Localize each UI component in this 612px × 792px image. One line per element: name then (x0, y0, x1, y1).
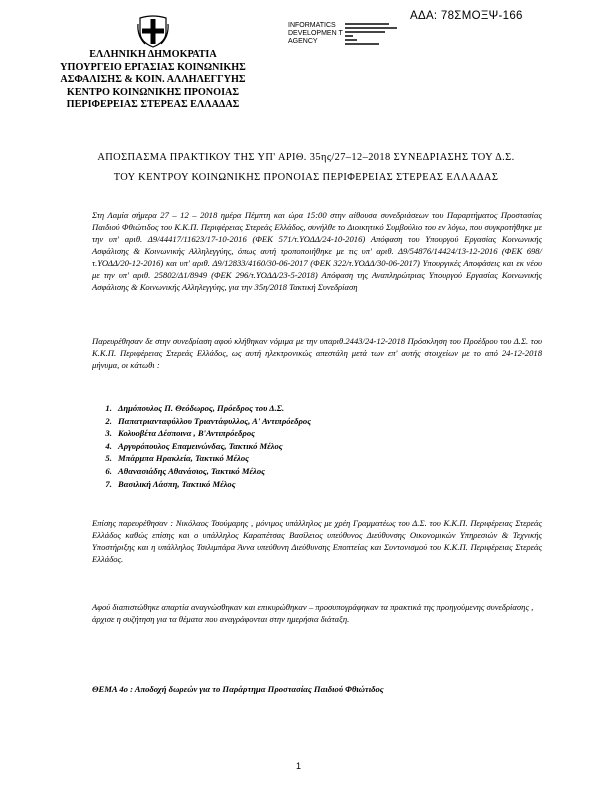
list-item: 2. Παπατριανταφύλλου Τριαντάφυλλος, Α' Αντιπρόεδρος (114, 415, 311, 428)
document-title-line2: ΤΟΥ ΚΕΝΤΡΟΥ ΚΟΙΝΩΝΙΚΗΣ ΠΡΟΝΟΙΑΣ ΠΕΡΙΦΕΡΕΙΑΣ ΣΤΕΡΕΑΣ ΕΛΛΑΔΑΣ (113, 172, 499, 183)
opening-paragraph: Στη Λαμία σήμερα 27 – 12 – 2018 ημέρα Πέμπτη και ώρα 15:00 στην αίθουσα συνεδριάσεων του Παραρτήματος Προστασίας Παιδιού Φθιώτιδος του Κ.Κ.Π. Περιφέρειας Στερεάς Ελλάδος, συνήλθε το Διοικητικό Συμβούλιο του εν λόγω, που συγκροτήθηκε με την υπ' αριθ. Δ9/44417/11623/17-10-2016 (ΦΕΚ 571/τ.ΥΟΔΔ/24-10-2016) Απόφαση του Υπουργού Εργασίας Κοινωνικής Ασφάλισης & Κοινωνικής Αλληλεγγύης, όπως αυτή τροποποιήθηκε με τις υπ' αριθ. Δ9/54876/14424/13-12-2016 (ΦΕΚ 698/τ.ΥΟΔΔ/20-12-2016) και υπ' αριθ. Δ9/12833/4160/30-06-2017 (ΦΕΚ 322/τ.ΥΟΔΔ/30-06-2017) Υπουργικές Αποφάσεις και εκ νέου με την υπ' αριθ. 25802/Δ1/8949 (ΦΕΚ 296/τ.ΥΟΔΔ/23-5-2018) Απόφαση της Αναπληρώτριας Υπουργού Εργασίας Κοινωνικής Ασφάλισης & Κοινωνικής Αλληλεγγύης, για την 35η/2018 Τακτική Συνεδρίαση (92, 210, 542, 292)
attendance-paragraph: Παρευρέθησαν δε στην συνεδρίαση αφού κλήθηκαν νόμιμα με την υπαριθ.2443/24-12-2018 Πρόσκληση του Προέδρου του Δ.Σ. του Κ.Κ.Π. Περιφέρειας Στερεάς Ελλάδος, ως αυτή ηλεκτρονικώς απεστάλη μετά των επ' αυτής στοιχείων με το από 24-12-2018 μήνυμα, οι κάτωθι : (92, 336, 542, 370)
page-number: 1 (296, 761, 302, 771)
list-item: 7. Βασιλική Λάσπη, Τακτικό Μέλος (114, 478, 311, 491)
agency-line: INFORMATICS (288, 22, 336, 29)
ministry-line: ΠΕΡΙΦΕΡΕΙΑΣ ΣΤΕΡΕΑΣ ΕΛΛΑΔΑΣ (66, 99, 240, 111)
member-list (100, 402, 311, 490)
document-title-line1: ΑΠΟΣΠΑΣΜΑ ΠΡΑΚΤΙΚΟΥ ΤΗΣ ΥΠ' ΑΡΙΘ. 35ης/27–12–2018 ΣΥΝΕΔΡΙΑΣΗΣ ΤΟΥ Δ.Σ. (97, 152, 515, 163)
ministry-line: ΥΠΟΥΡΓΕΙΟ ΕΡΓΑΣΙΑΣ ΚΟΙΝΩΝΙΚΗΣ (60, 61, 246, 73)
greek-coat-of-arms-icon (137, 14, 169, 48)
ministry-header (40, 49, 266, 112)
agency-line: AGENCY (288, 38, 318, 46)
agenda-item-title: ΘΕΜΑ 4ο : Αποδοχή δωρεών για το Παράρτημα Προστασίας Παιδιού Φθιώτιδος (92, 684, 384, 694)
list-item: 1. Δημόπουλος Π. Θεόδωρος, Πρόεδρος του Δ.Σ. (114, 402, 311, 415)
quorum-paragraph: Αφού διαπιστώθηκε απαρτία αναγνώσθηκαν και επικυρώθηκαν – προσυπογράφηκαν τα πρακτικά της προηγούμενης συνεδρίασης , άρχισε η συζήτηση για τα θέματα που αναγράφονται στην ημερήσια διάταξη. (92, 602, 534, 624)
list-item: 4. Αργυρόπουλος Επαμεινώνδας, Τακτικό Μέλος (114, 440, 311, 453)
agency-block (288, 22, 343, 47)
list-item: 5. Μπάρμπα Ηρακλεία, Τακτικό Μέλος (114, 452, 311, 465)
agency-fine-print (345, 22, 405, 56)
ministry-line: ΕΛΛΗΝΙΚΗ ΔΗΜΟΚΡΑΤΙΑ (89, 49, 217, 60)
agency-line: DEVELOPMEN T (288, 30, 343, 38)
ministry-line: ΑΣΦΑΛΙΣΗΣ & ΚΟΙΝ. ΑΛΛΗΛΕΓΓΥΗΣ (60, 74, 246, 86)
ministry-line: ΚΕΝΤΡΟ ΚΟΙΝΩΝΙΚΗΣ ΠΡΟΝΟΙΑΣ (66, 86, 240, 98)
ada-code: ΑΔΑ: 78ΣΜΟΞΨ-166 (410, 10, 523, 22)
also-present-paragraph: Επίσης παρευρέθησαν : Νικόλαος Τσούμαρης , μόνιμος υπάλληλος με χρέη Γραμματέως του Δ.Σ. του Κ.Κ.Π. Περιφέρειας Στερεάς Ελλάδος καθώς επίσης και ο υπάλληλος Καραπέτσας Βασίλειος υπεύθυνος Διεύθυνσης Οικονομικών Υπηρεσιών & Τεχνικής Υποστήριξης και η υπάλληλος Τσιλιμπάρα Άννα υπεύθυνη Διεύθυνσης Εποπτείας και Συντονισμού του Κ.Κ.Π. Περιφέρειας Στερεάς Ελλάδος. (92, 518, 542, 564)
list-item: 3. Κολυοβέτα Δέσποινα , Β'Αντιπρόεδρος (114, 427, 311, 440)
list-item: 6. Αθανασιάδης Αθανάσιος, Τακτικό Μέλος (114, 465, 311, 478)
